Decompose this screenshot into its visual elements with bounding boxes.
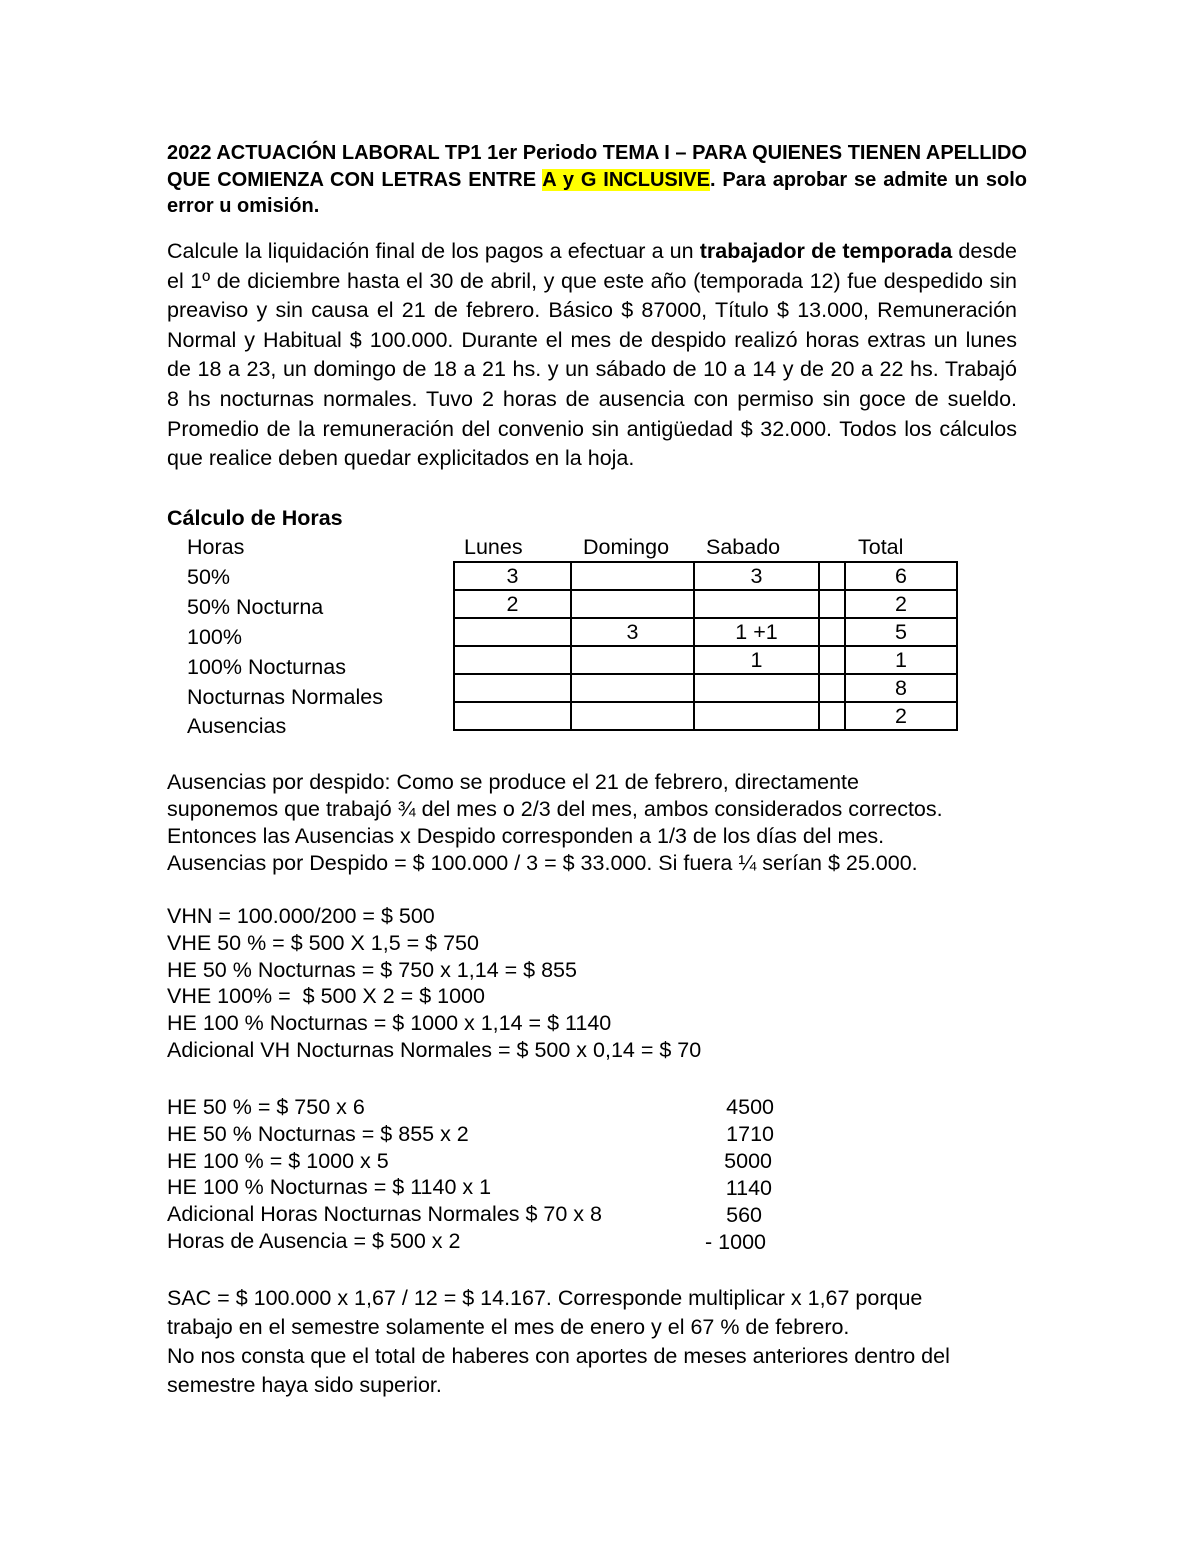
cell-total: 2 xyxy=(845,702,957,730)
cell-extra xyxy=(819,646,845,674)
text-line: Adicional VH Nocturnas Normales = $ 500 x 0,14 = $ 70 xyxy=(167,1037,702,1062)
cell-lunes xyxy=(454,646,571,674)
cell-extra xyxy=(819,702,845,730)
header-text-end: . Para aprobar se admite un solo error u omisión. xyxy=(167,168,1028,217)
table-row xyxy=(454,674,957,702)
col-header-total: Total xyxy=(858,535,904,559)
intro-text-rest: desde el 1º de diciembre hasta el 30 de abril, y que este año (temporada 12) fue despedido sin preaviso y sin causa el 21 de febrero. Básico $ 87000, Título $ 13.000, Remuneración Normal y Habitual $ 100.000. Durante el mes de despido realizó horas extras un lunes de 18 a 23, un domingo de 18 a 21 hs. y un sábado de 10 a 14 y de 20 a 22 hs. Trabajó 8 hs nocturnas normales. Tuvo 2 horas de ausencia con permiso sin goce de sueldo. Promedio de la remuneración del convenio sin antigüedad $ 32.000. Todos los cálculos que realice deben quedar explicitados en la hoja. xyxy=(167,239,1017,471)
total-amount: 1710 xyxy=(726,1122,774,1146)
total-label: HE 100 % Nocturnas = $ 1140 x 1 xyxy=(167,1175,492,1200)
values-block xyxy=(167,903,701,1064)
cell-domingo xyxy=(571,702,694,730)
total-amount: 1140 xyxy=(725,1176,772,1200)
row-label: 100% xyxy=(187,625,242,649)
problem-statement xyxy=(167,237,1017,474)
text-line: VHE 100% = $ 500 X 2 = $ 1000 xyxy=(167,984,485,1009)
table-row xyxy=(454,702,957,730)
cell-sabado: 3 xyxy=(694,562,819,590)
total-label: Adicional Horas Nocturnas Normales $ 70 x 8 xyxy=(167,1202,602,1227)
text-line: No nos consta que el total de haberes con aportes de meses anteriores dentro del xyxy=(167,1344,950,1368)
cell-sabado: 1 +1 xyxy=(694,618,819,646)
table-row xyxy=(454,646,957,674)
text-line: VHE 50 % = $ 500 X 1,5 = $ 750 xyxy=(167,930,479,955)
table-row xyxy=(454,618,957,646)
col-header-horas: Horas xyxy=(187,535,245,559)
text-line: VHN = 100.000/200 = $ 500 xyxy=(167,904,435,928)
hours-table xyxy=(453,561,958,731)
cell-total: 5 xyxy=(845,618,957,646)
total-amount: 5000 xyxy=(724,1149,772,1173)
text-line: trabajo en el semestre solamente el mes de enero y el 67 % de febrero. xyxy=(167,1315,850,1339)
table-row xyxy=(454,562,957,590)
total-label: Horas de Ausencia = $ 500 x 2 xyxy=(167,1228,461,1253)
hours-table-title: Cálculo de Horas xyxy=(167,506,343,530)
sac-paragraph xyxy=(167,1284,1047,1400)
cell-lunes xyxy=(454,618,571,646)
cell-total: 8 xyxy=(845,674,957,702)
cell-lunes xyxy=(454,674,571,702)
cell-domingo: 3 xyxy=(571,618,694,646)
row-label: Ausencias xyxy=(187,714,287,738)
cell-extra xyxy=(819,590,845,618)
cell-extra xyxy=(819,674,845,702)
text-line: Ausencias por Despido = $ 100.000 / 3 = $ 33.000. Si fuera ¼ serían $ 25.000. xyxy=(167,851,918,875)
cell-sabado xyxy=(694,674,819,702)
cell-sabado xyxy=(694,590,819,618)
header-text: 2022 ACTUACIÓN LABORAL TP1 1er Periodo TEMA I – PARA QUIENES TIENEN APELLIDO QUE COMIENZA CON LETRAS ENTRE xyxy=(167,142,1027,191)
total-amount: 4500 xyxy=(726,1095,774,1119)
cell-domingo xyxy=(571,562,694,590)
total-label: HE 50 % Nocturnas = $ 855 x 2 xyxy=(167,1121,469,1146)
col-header-sabado: Sabado xyxy=(706,535,781,559)
cell-extra xyxy=(819,618,845,646)
cell-domingo xyxy=(571,590,694,618)
cell-total: 1 xyxy=(845,646,957,674)
row-label: 50% Nocturna xyxy=(187,595,324,619)
total-label: HE 50 % = $ 750 x 6 xyxy=(167,1095,365,1119)
text-line: Ausencias por despido: Como se produce el 21 de febrero, directamente xyxy=(167,770,859,794)
cell-sabado xyxy=(694,702,819,730)
row-label: 100% Nocturnas xyxy=(187,655,346,679)
total-amount: - 1000 xyxy=(705,1230,766,1254)
text-line: semestre haya sido superior. xyxy=(167,1373,442,1397)
cell-total: 2 xyxy=(845,590,957,618)
col-header-lunes: Lunes xyxy=(464,535,523,559)
totals-labels xyxy=(167,1094,602,1255)
total-amount: 560 xyxy=(726,1203,762,1227)
col-header-domingo: Domingo xyxy=(583,535,670,559)
row-label: Nocturnas Normales xyxy=(187,685,383,709)
cell-lunes: 3 xyxy=(454,562,571,590)
text-line: Entonces las Ausencias x Despido corresponden a 1/3 de los días del mes. xyxy=(167,824,885,848)
text-line: HE 50 % Nocturnas = $ 750 x 1,14 = $ 855 xyxy=(167,957,577,982)
cell-domingo xyxy=(571,646,694,674)
row-label: 50% xyxy=(187,565,231,589)
text-line: suponemos que trabajó ¾ del mes o 2/3 del mes, ambos considerados correctos. xyxy=(167,797,943,821)
cell-sabado: 1 xyxy=(694,646,819,674)
total-label: HE 100 % = $ 1000 x 5 xyxy=(167,1148,389,1173)
intro-bold: trabajador de temporada xyxy=(699,239,953,263)
text-line: SAC = $ 100.000 x 1,67 / 12 = $ 14.167. Corresponde multiplicar x 1,67 porque xyxy=(167,1286,923,1310)
header-highlight: A y G INCLUSIVE xyxy=(542,168,710,191)
ausencias-paragraph xyxy=(167,769,1067,877)
table-row xyxy=(454,590,957,618)
document-header xyxy=(167,140,1027,220)
cell-lunes xyxy=(454,702,571,730)
cell-total: 6 xyxy=(845,562,957,590)
text-line: HE 100 % Nocturnas = $ 1000 x 1,14 = $ 1140 xyxy=(167,1011,612,1036)
cell-extra xyxy=(819,562,845,590)
intro-text: Calcule la liquidación final de los pagos a efectuar a un xyxy=(167,239,700,263)
cell-lunes: 2 xyxy=(454,590,571,618)
cell-domingo xyxy=(571,674,694,702)
